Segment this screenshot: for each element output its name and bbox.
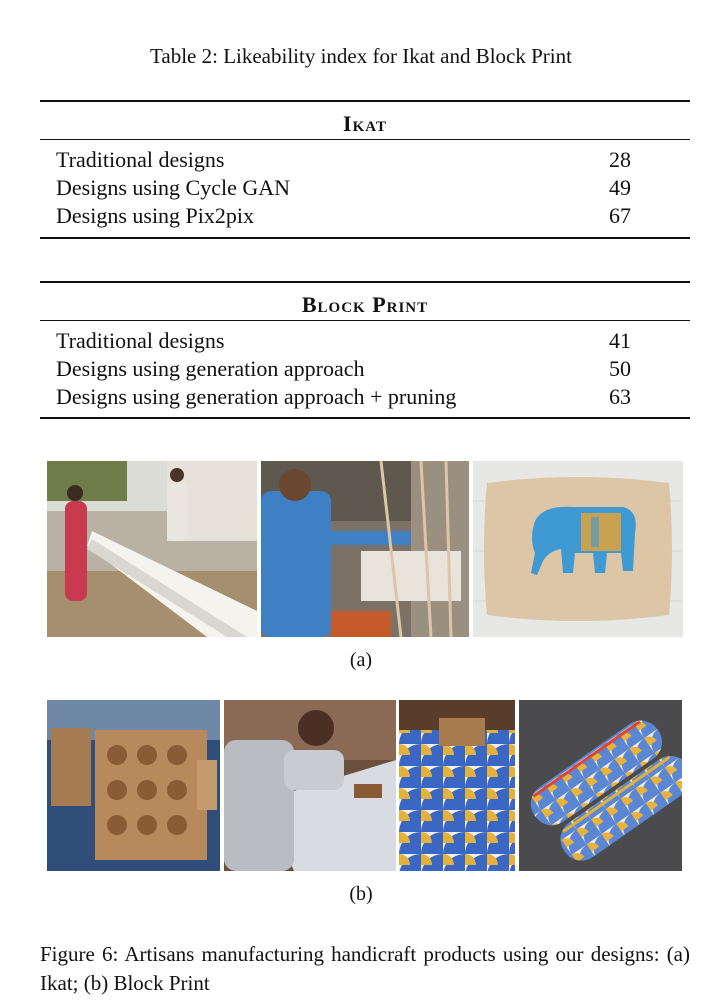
ikat-heading: Ikat bbox=[343, 111, 387, 136]
ikat-table bbox=[40, 100, 690, 240]
mid-rule bbox=[40, 320, 690, 321]
row-label: Designs using generation approach + pruning bbox=[56, 384, 457, 409]
table-row bbox=[56, 355, 676, 383]
table-row bbox=[56, 202, 676, 230]
table-row bbox=[56, 174, 676, 202]
row-value: 28 bbox=[609, 147, 631, 172]
row-label: Designs using Cycle GAN bbox=[56, 175, 291, 200]
block-print-heading: Block Print bbox=[301, 292, 429, 317]
subfigure-b-label: (b) bbox=[349, 883, 373, 905]
row-label: Traditional designs bbox=[56, 328, 225, 353]
block-printing-artisan-photo bbox=[224, 700, 396, 871]
mid-rule bbox=[40, 139, 690, 140]
row-value: 50 bbox=[609, 356, 631, 381]
top-rule bbox=[40, 100, 690, 102]
block-print-table bbox=[40, 281, 690, 421]
printed-fabric-block-photo bbox=[399, 700, 515, 871]
bottom-rule bbox=[40, 237, 690, 239]
row-value: 49 bbox=[609, 175, 631, 200]
subfigure-a-label: (a) bbox=[349, 649, 373, 671]
printed-pouches-photo bbox=[519, 700, 682, 871]
ikat-loom-weaver-photo bbox=[261, 461, 469, 637]
ikat-warp-stretching-photo bbox=[47, 461, 257, 637]
row-value: 63 bbox=[609, 384, 631, 409]
figure-caption: Figure 6: Artisans manufacturing handicraft products using our designs: (a) Ikat; (b) Block Print bbox=[40, 942, 690, 995]
row-value: 67 bbox=[609, 203, 631, 228]
wooden-print-blocks-photo bbox=[47, 700, 220, 871]
row-label: Traditional designs bbox=[56, 147, 225, 172]
bottom-rule bbox=[40, 417, 690, 419]
top-rule bbox=[40, 281, 690, 283]
row-label: Designs using Pix2pix bbox=[56, 203, 255, 228]
table-row bbox=[56, 383, 676, 411]
table-row bbox=[56, 327, 676, 355]
row-value: 41 bbox=[609, 328, 631, 353]
table-row bbox=[56, 146, 676, 174]
row-label: Designs using generation approach bbox=[56, 356, 365, 381]
elephant-cushion-photo bbox=[473, 461, 683, 637]
table-caption: Table 2: Likeability index for Ikat and Block Print bbox=[150, 44, 572, 68]
